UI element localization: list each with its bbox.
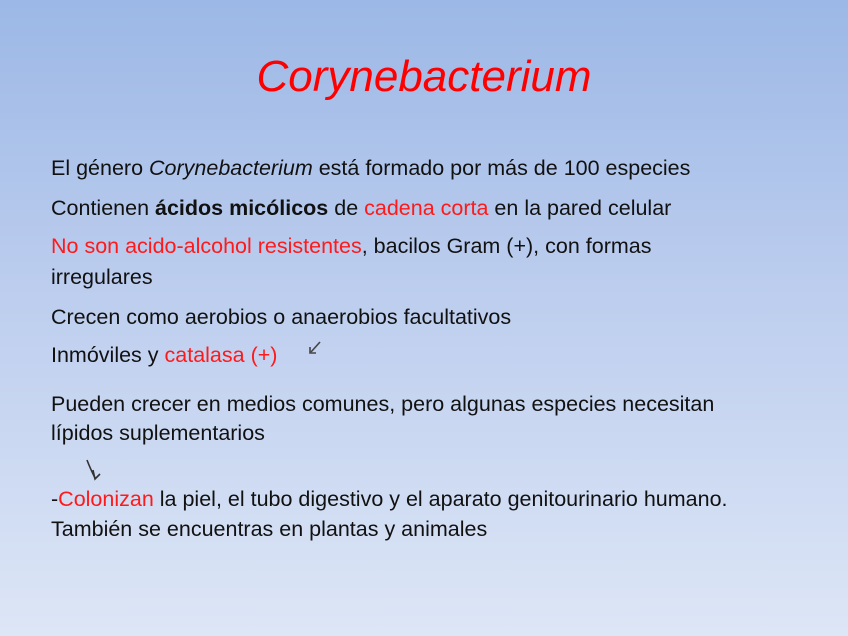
highlight-term: No son acido-alcohol resistentes: [51, 234, 362, 258]
highlight-term: cadena corta: [364, 196, 489, 220]
genus-name: Corynebacterium: [149, 156, 313, 180]
slide-title: Corynebacterium: [256, 52, 592, 101]
text: en la pared celular: [488, 196, 672, 220]
bullet-colonize-cont: [51, 514, 811, 544]
text: También se encuentras en plantas y animales: [51, 517, 488, 541]
bullet-media: [51, 389, 811, 419]
bullet-mycolic-acids: [51, 193, 811, 223]
text: Inmóviles y: [51, 343, 165, 367]
bold-term: ácidos micólicos: [155, 196, 329, 220]
text: -: [51, 487, 59, 511]
text: Pueden crecer en medios comunes, pero algunas especies necesitan: [51, 392, 715, 416]
text: Crecen como aerobios o anaerobios facultativos: [51, 305, 512, 329]
bullet-genus: [51, 153, 811, 183]
text: de: [328, 196, 365, 220]
text: El género: [51, 156, 150, 180]
text: , bacilos Gram (+), con formas: [361, 234, 652, 258]
text: la piel, el tubo digestivo y el aparato genitourinario humano.: [153, 487, 728, 511]
bullet-colonize: [51, 484, 811, 514]
text: lípidos suplementarios: [51, 421, 265, 445]
bullet-media-cont: [51, 418, 811, 448]
text: está formado por más de 100 especies: [312, 156, 691, 180]
bullet-aerobes: [51, 302, 811, 332]
highlight-term: Colonizan: [58, 487, 154, 511]
text: irregulares: [51, 265, 153, 289]
check-mark-icon: [305, 339, 325, 359]
text: Contienen: [51, 196, 155, 220]
bullet-acid-fast-cont: [51, 262, 811, 292]
highlight-term: catalasa (+): [164, 343, 278, 367]
bullet-acid-fast: [51, 231, 811, 261]
bullet-catalase: [51, 340, 811, 370]
hand-arrow-icon: [84, 458, 104, 486]
